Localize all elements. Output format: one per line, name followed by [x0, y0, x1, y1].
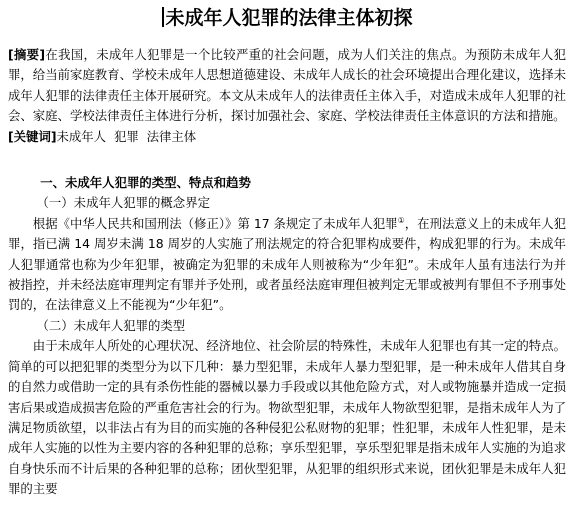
- abstract-paragraph[interactable]: [8, 45, 566, 127]
- types-paragraph[interactable]: 由于未成年人所处的心理状况、经济地位、社会阶层的特殊性，未成年人犯罪也有其一定的特点。简单的可以把犯罪的类型分为以下几种：暴力型犯罪，未成年人暴力型犯罪，是一种未成年人借其自身的自然力或借助一定的具有杀伤性能的器械以暴力手段或以其他危险方式，对人或物施暴并造成一定损害后果或造成损害危险的严重危害社会的行为。物欲型犯罪，未成年人物欲型犯罪，是指未成年人为了满足物质欲望，以非法占有为目的而实施的各种侵犯公私财物的犯罪；性犯罪，未成年人性犯罪，是未成年人实施的以性为主要内容的各种犯罪的总称；享乐型犯罪，享乐型犯罪是指未成年人实施的为追求自身快乐而不计后果的各种犯罪的总称；团伙型犯罪，从犯罪的组织形式来说，团伙犯罪是未成年人犯罪的主要: [8, 338, 566, 497]
- document-title-line: [0, 4, 575, 32]
- concept-text-part1: 根据《中华人民共和国刑法（修正）》第 17 条规定了未成年人犯罪: [32, 215, 398, 231]
- document-title[interactable]: 未成年人犯罪的法律主体初探: [165, 7, 413, 29]
- document-body[interactable]: [8, 45, 566, 500]
- keywords-text: 未成年人 犯罪 法律主体: [56, 128, 197, 144]
- concept-paragraph[interactable]: [8, 214, 566, 316]
- footnote-marker[interactable]: ①: [397, 215, 405, 225]
- blank-line: [8, 147, 566, 173]
- keywords-paragraph[interactable]: [8, 127, 566, 147]
- subsection-heading-concept[interactable]: （一）未成年人犯罪的概念界定: [36, 195, 210, 211]
- keywords-label: [关键词]: [8, 128, 57, 144]
- subsection-heading-types[interactable]: （二）未成年人犯罪的类型: [36, 317, 186, 333]
- abstract-label: [摘要]: [8, 47, 46, 62]
- section-heading[interactable]: 一、未成年人犯罪的类型、特点和趋势: [40, 175, 251, 191]
- concept-text-part2: ，在刑法意义上的未成年人犯罪，指已满 14 周岁未满 18 周岁的人实施了刑法规定的符合犯罪构成要件，构成犯罪的行为。未成年人犯罪通常也称为少年犯罪，被确定为犯罪的未成年人则被称为“少年犯”。未成年人虽有违法行为并被指控，并未经法庭审理判定有罪并予处刑，或者虽经法庭审理但被判定无罪或被判有罪但不予刑事处罚的，在法律意义上不能视为“少年犯”。: [8, 215, 567, 313]
- abstract-text: 在我国，未成年人犯罪是一个比较严重的社会问题，成为人们关注的焦点。为预防未成年人犯罪，给当前家庭教育、学校未成年人思想道德建设、未成年人成长的社会环境提出合理化建议，选择未成年人犯罪的法律责任主体开展研究。本文从未成年人的法律责任主体入手，对造成未成年人犯罪的社会、家庭、学校法律责任主体进行分析，探讨加强社会、家庭、学校法律责任主体意识的方法和措施。: [8, 47, 567, 124]
